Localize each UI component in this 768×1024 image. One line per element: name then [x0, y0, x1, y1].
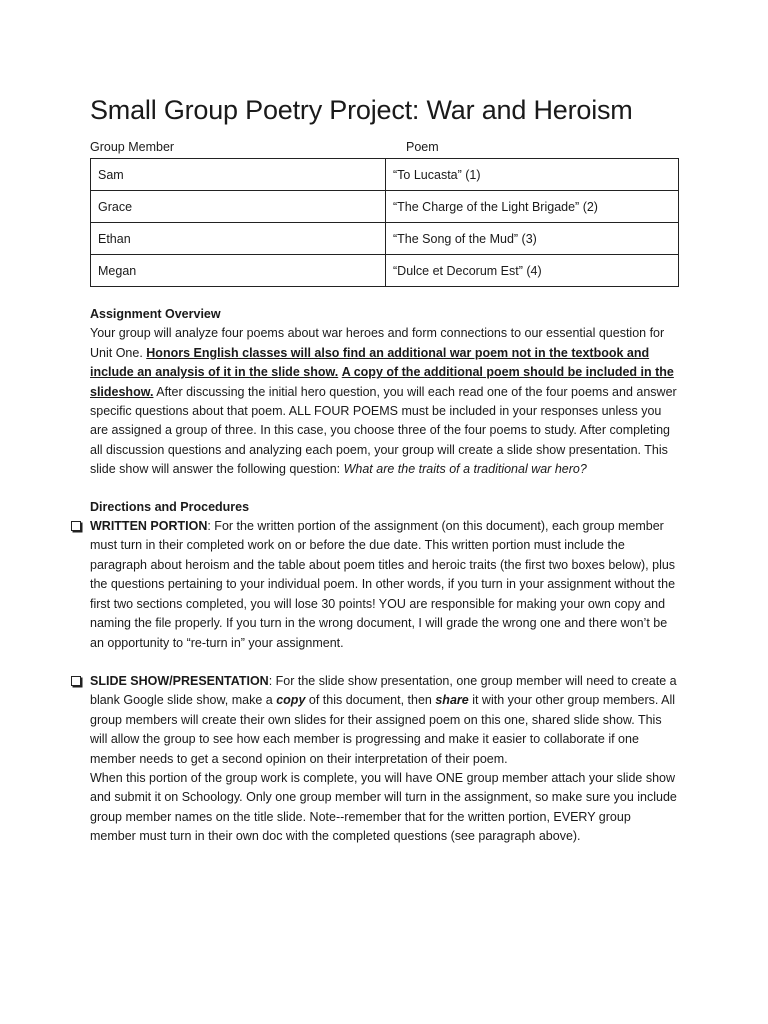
slideshow-submit-paragraph: When this portion of the group work is complete, you will have ONE group member attach your slide show and submit it on Schoology. Only one group member will turn in the assignment, so make sure you include group member names on the title slide. Note--remember that for the written portion, EVERY group member must turn in their own doc with the completed questions (see paragraph above).	[90, 770, 677, 844]
table-row	[91, 223, 679, 255]
directions-heading: Directions and Procedures	[90, 499, 250, 514]
copy-note: A copy of the additional poem should be included in the slideshow.	[90, 365, 674, 399]
group-member-table	[90, 158, 679, 287]
written-portion-paragraph	[90, 517, 680, 653]
share-word: share	[435, 693, 469, 708]
document-page	[90, 92, 680, 847]
copy-word: copy	[276, 693, 306, 708]
written-portion-text: : For the written portion of the assignment (on this document), each group member must turn in their completed work on or before the due date. This written portion must include the paragraph about heroism and the table about poem titles and heroic traits (the first two boxes below), plus the questions pertaining to your individual poem. In other words, if you turn in your assignment without the first two sections completed, you will lose 30 points! YOU are responsible for making your own copy and naming the file properly. If you turn in the wrong document, I will grade the wrong one and there won’t be an opportunity to “re-turn in” your assignment.	[90, 519, 676, 650]
slideshow-label: SLIDE SHOW/PRESENTATION	[90, 673, 269, 688]
slideshow-text-2: of this document, then	[305, 693, 436, 708]
member-cell: Sam	[91, 159, 386, 191]
table-row	[91, 191, 679, 223]
table-row	[91, 255, 679, 287]
overview-paragraph	[90, 324, 680, 479]
overview-question: What are the traits of a traditional war hero?	[343, 462, 587, 477]
member-cell: Grace	[91, 191, 386, 223]
member-cell: Ethan	[91, 223, 386, 255]
honors-note: Honors English classes will also find an additional war poem not in the textbook and include an analysis of it in the slide show.	[90, 345, 650, 380]
directions-procedures	[90, 498, 680, 847]
poem-cell: “To Lucasta” (1)	[386, 159, 679, 191]
poem-cell: “Dulce et Decorum Est” (4)	[386, 255, 679, 287]
list-item	[90, 672, 680, 847]
slideshow-paragraph	[90, 672, 680, 769]
header-group-member: Group Member	[90, 140, 175, 154]
page-title: Small Group Poetry Project: War and Heroism	[90, 95, 633, 125]
checkbox-bullet-icon	[71, 676, 81, 686]
assignment-overview	[90, 305, 680, 480]
slideshow-text-1: : For the slide show presentation, one group member will need to create a blank Google slide show, make a	[90, 673, 677, 708]
overview-text-2: After discussing the initial hero question, you will each read one of the four poems and answer specific questions about that poem. ALL FOUR POEMS must be included in your responses unless you are assigned a group of three. In this case, you choose three of the four poems to study. After completing all discussion questions and analyzing each poem, your group will create a slide show presentation. This slide show will answer the following question:	[90, 384, 677, 477]
overview-heading: Assignment Overview	[90, 307, 221, 321]
table-header	[90, 136, 680, 158]
written-portion-label: WRITTEN PORTION	[90, 519, 208, 534]
checkbox-bullet-icon	[71, 521, 81, 531]
poem-cell: “The Charge of the Light Brigade” (2)	[386, 191, 679, 223]
table-row	[91, 159, 679, 191]
member-cell: Megan	[91, 255, 386, 287]
list-item	[90, 517, 680, 653]
poem-cell: “The Song of the Mud” (3)	[386, 223, 679, 255]
slideshow-text-3: it with your other group members. All group members will create their own slides for their assigned poem on this one, shared slide show. This will allow the group to see how each member is progressing and make it easier to collaborate if one member needs to get a second opinion on their interpretation of their poem.	[90, 693, 676, 766]
overview-text-1: Your group will analyze four poems about war heroes and form connections to our essential question for Unit One.	[90, 326, 665, 360]
header-poem: Poem	[406, 140, 439, 154]
